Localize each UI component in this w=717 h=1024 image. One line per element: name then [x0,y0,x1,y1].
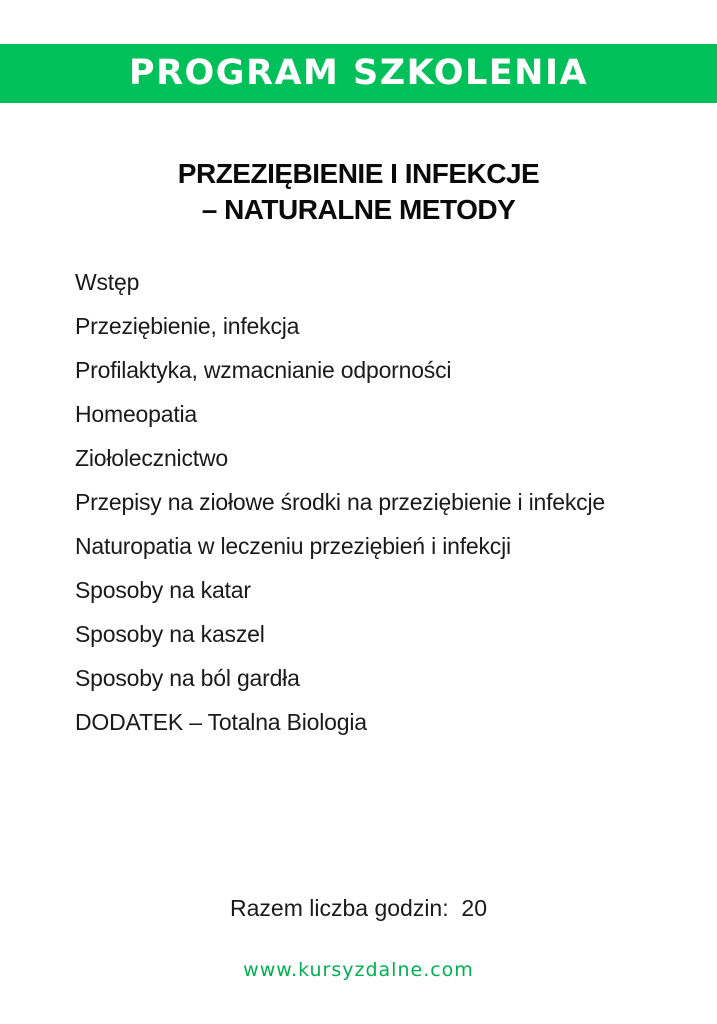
topic-item: Sposoby na katar [75,577,251,603]
total-hours: Razem liczba godzin: 20 [230,895,487,921]
course-title-line-1: PRZEZIĘBIENIE I INFEKCJE [177,158,540,189]
topic-item: Wstęp [75,269,140,295]
topic-item: Profilaktyka, wzmacnianie odporności [75,357,452,383]
topic-item: DODATEK – Totalna Biologia [75,709,367,735]
course-title [0,156,717,228]
website-link[interactable]: www.kursyzdalne.com [243,959,474,981]
topic-item: Sposoby na ból gardła [75,665,300,691]
topic-item: Sposoby na kaszel [75,621,265,647]
header-banner [0,44,717,103]
topic-item: Ziołolecznictwo [75,445,228,471]
topic-item: Przeziębienie, infekcja [75,313,300,339]
course-title-line-2: – NATURALNE METODY [201,194,516,225]
topic-item: Naturopatia w leczeniu przeziębień i infekcji [75,533,511,559]
topic-item: Homeopatia [75,401,198,427]
topic-list [75,260,695,744]
topic-item: Przepisy na ziołowe środki na przeziębienie i infekcje [75,489,605,515]
banner-title: PROGRAM SZKOLENIA [128,53,589,93]
